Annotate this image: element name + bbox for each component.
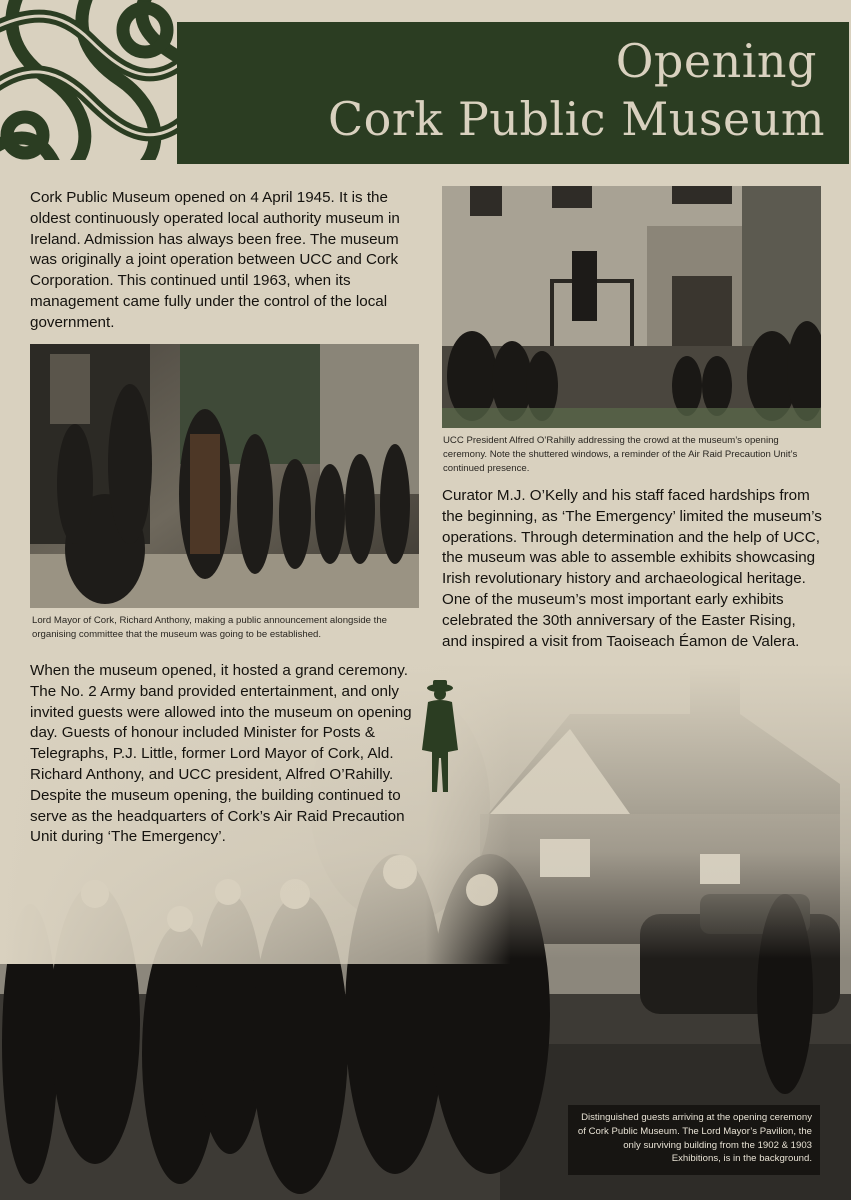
title-banner	[177, 22, 849, 164]
photo-orahilly-addressing-crowd	[442, 186, 821, 428]
title-line-1: Opening	[615, 34, 817, 88]
intro-paragraph: Cork Public Museum opened on 4 April 1945. It is the oldest continuously operated local authority museum in Ireland. Admission has always been free. The museum was originally a joint operation between UCC and Cork Corporation. This continued until 1963, when its management came fully under the control of the local government.	[30, 189, 400, 331]
curator-paragraph: Curator M.J. O’Kelly and his staff faced hardships from the beginning, as ‘The Emergency’ limited the museum’s operations. Through determination and the help of UCC, the museum was able to assemble exhibits showcasing Irish revolutionary history and archaeological heritage. One of the museum’s most important early exhibits celebrated the 30th anniversary of the Easter Rising, and inspired a visit from Taoiseach Éamon de Valera.	[442, 487, 822, 650]
title-line-2: Cork Public Museum	[327, 92, 825, 146]
silhouette-figure-icon	[418, 680, 462, 795]
ceremony-paragraph: When the museum opened, it hosted a grand ceremony. The No. 2 Army band provided entertainment, and only invited guests were allowed into the museum on opening day. Guests of honour included Minister for Posts & Telegraphs, P.J. Little, former Lord Mayor of Cork, Ald. Richard Anthony, and UCC president, Alfred O’Rahilly. Despite the museum opening, the building continued to serve as the headquarters of Cork’s Air Raid Precaution Unit during ‘The Emergency’.	[30, 662, 412, 846]
photo-lord-mayor-announcement	[30, 344, 419, 608]
celtic-knot-icon	[0, 0, 178, 160]
caption-lord-mayor: Lord Mayor of Cork, Richard Anthony, making a public announcement alongside the organising committee that the museum was going to be established.	[32, 615, 387, 640]
caption-orahilly: UCC President Alfred O’Rahilly addressing the crowd at the museum’s opening ceremony. Note the shuttered windows, a reminder of the Air Raid Precaution Unit’s continued presence.	[443, 435, 798, 474]
caption-guests: Distinguished guests arriving at the opening ceremony of Cork Public Museum. The Lord Mayor’s Pavilion, the only surviving building from the 1902 & 1903 Exhibitions, is in the background.	[568, 1105, 820, 1175]
